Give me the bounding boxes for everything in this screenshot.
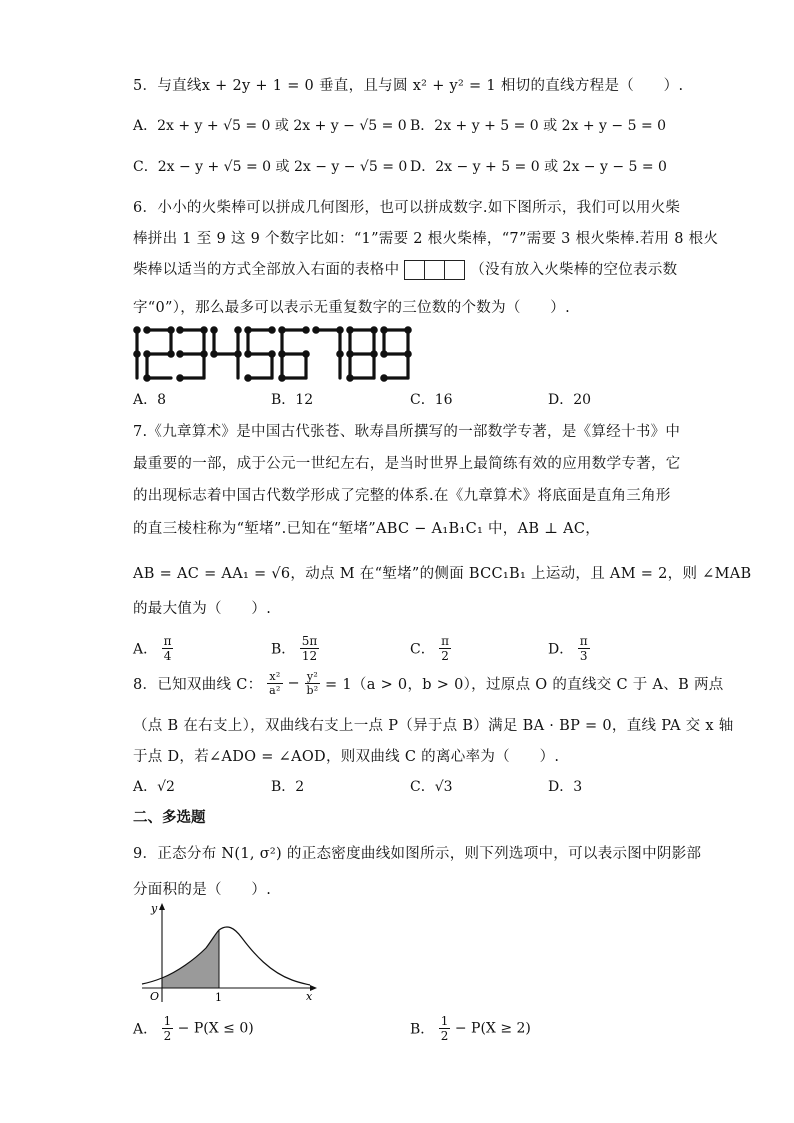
q6-option-b: B．12 (271, 392, 314, 408)
density-curve (142, 927, 310, 985)
matchstick-digit-5 (246, 328, 274, 380)
origin-label: O (150, 990, 160, 1003)
q9-option-b: B． $\frac{1}{2}$ − P(X ≥ 2) (410, 1014, 531, 1043)
q6-line3-pre: 柴棒以适当的方式全部放入右面的表格中 (133, 262, 400, 278)
matchstick-digit-6 (280, 328, 308, 380)
q7-option-d: D． $\frac{\pi}{3}$ (548, 634, 588, 663)
matchstick-digits-figure (130, 326, 430, 384)
q6-line1: 6．小小的火柴棒可以拼成几何图形，也可以拼成数字.如下图所示，我们可以用火柴 (133, 200, 681, 216)
q5-option-c: C．2x − y + √5 = 0 或 2x − y − √5 = 0 (133, 159, 408, 175)
q7-option-b: B． $\frac{5\pi}{12}$ (271, 634, 318, 663)
q5-option-d: D．2x − y + 5 = 0 或 2x − y − 5 = 0 (410, 159, 667, 175)
q5-stem: 5．与直线x + 2y + 1 = 0 垂直，且与圆 x² + y² = 1 相切的直线方程是（ ）. (133, 78, 684, 94)
matchstick-digit-4 (212, 328, 240, 378)
q9-option-a: A． $\frac{1}{2}$ − P(X ≤ 0) (133, 1014, 254, 1043)
q9-line2: 分面积的是（ ）. (133, 882, 272, 898)
q7-line6: 的最大值为（ ）. (133, 601, 272, 617)
answer-boxes (404, 260, 465, 280)
q6-line4: 字“0”），那么最多可以表示无重复数字的三位数的个数为（ ）. (133, 300, 571, 316)
matchstick-digit-8 (348, 328, 376, 380)
q8-option-b: B．2 (271, 779, 305, 795)
q8-line1: 8．已知双曲线 C： $\frac{\text{x²}}{\text{a²}}$ − $\frac{\text{y²}}{\text{b²}}$ = 1（a > 0，b > 0），过原点 O 的直线交 C 于 A、B 两点 (133, 670, 724, 697)
x-axis-label: x (306, 990, 313, 1003)
q7-option-a: A． $\frac{\pi}{4}$ (133, 634, 172, 663)
y-axis-arrow (159, 903, 165, 910)
shaded-region (162, 930, 219, 988)
q9-line1: 9．正态分布 N(1, σ²) 的正态密度曲线如图所示，则下列选项中，可以表示图中阴影部 (133, 846, 702, 862)
matchstick-digit-7 (314, 328, 342, 378)
y-axis-label: y (151, 902, 158, 915)
q7-option-c: C． $\frac{\pi}{2}$ (410, 634, 450, 663)
section-heading-multiple-choice: 二、多选题 (133, 809, 206, 826)
normal-density-figure (132, 900, 322, 1008)
q5-option-b: B．2x + y + 5 = 0 或 2x + y − 5 = 0 (410, 118, 667, 134)
q7-line5: AB = AC = AA₁ = √6，动点 M 在“堑堵”的侧面 BCC₁B₁ 上运动，且 AM = 2，则 ∠MAB (133, 566, 752, 582)
q5-option-a: A．2x + y + √5 = 0 或 2x + y − √5 = 0 (133, 118, 407, 134)
matchstick-digit-1 (135, 328, 139, 378)
q6-line2: 棒拼出 1 至 9 这 9 个数字比如：“1”需要 2 根火柴棒，“7”需要 3 根火柴棒.若用 8 根火 (133, 231, 719, 247)
q6-option-c: C．16 (410, 392, 453, 408)
q7-line4: 的直三棱柱称为“堑堵”.已知在“堑堵”ABC − A₁B₁C₁ 中，AB ⊥ AC， (133, 521, 601, 537)
q8-line3: 于点 D，若∠ADO = ∠AOD，则双曲线 C 的离心率为（ ）. (133, 749, 560, 765)
q8-line2: （点 B 在右支上），双曲线右支上一点 P（异于点 B）满足 BA · BP = 0，直线 PA 交 x 轴 (133, 718, 734, 734)
q8-option-d: D．3 (548, 779, 583, 795)
matchstick-digit-2 (145, 328, 173, 380)
q6-option-d: D．20 (548, 392, 592, 408)
q7-line2: 最重要的一部，成于公元一世纪左右，是当时世界上最简练有效的应用数学专著，它 (133, 456, 681, 472)
q7-line3: 的出现标志着中国古代数学形成了完整的体系.在《九章算术》将底面是直角三角形 (133, 488, 671, 504)
q6-line3 (133, 258, 677, 280)
matchstick-digit-9 (382, 328, 410, 380)
q6-line3-post: （没有放入火柴棒的空位表示数 (470, 262, 678, 278)
q8-option-a: A．√2 (133, 779, 175, 795)
q7-line1: 7.《九章算术》是中国古代张苍、耿寿昌所撰写的一部数学专著，是《算经十书》中 (133, 424, 681, 440)
q6-option-a: A．8 (133, 392, 167, 408)
q8-option-c: C．√3 (410, 779, 453, 795)
matchstick-digit-3 (178, 328, 206, 380)
tick-label-1: 1 (215, 991, 222, 1004)
